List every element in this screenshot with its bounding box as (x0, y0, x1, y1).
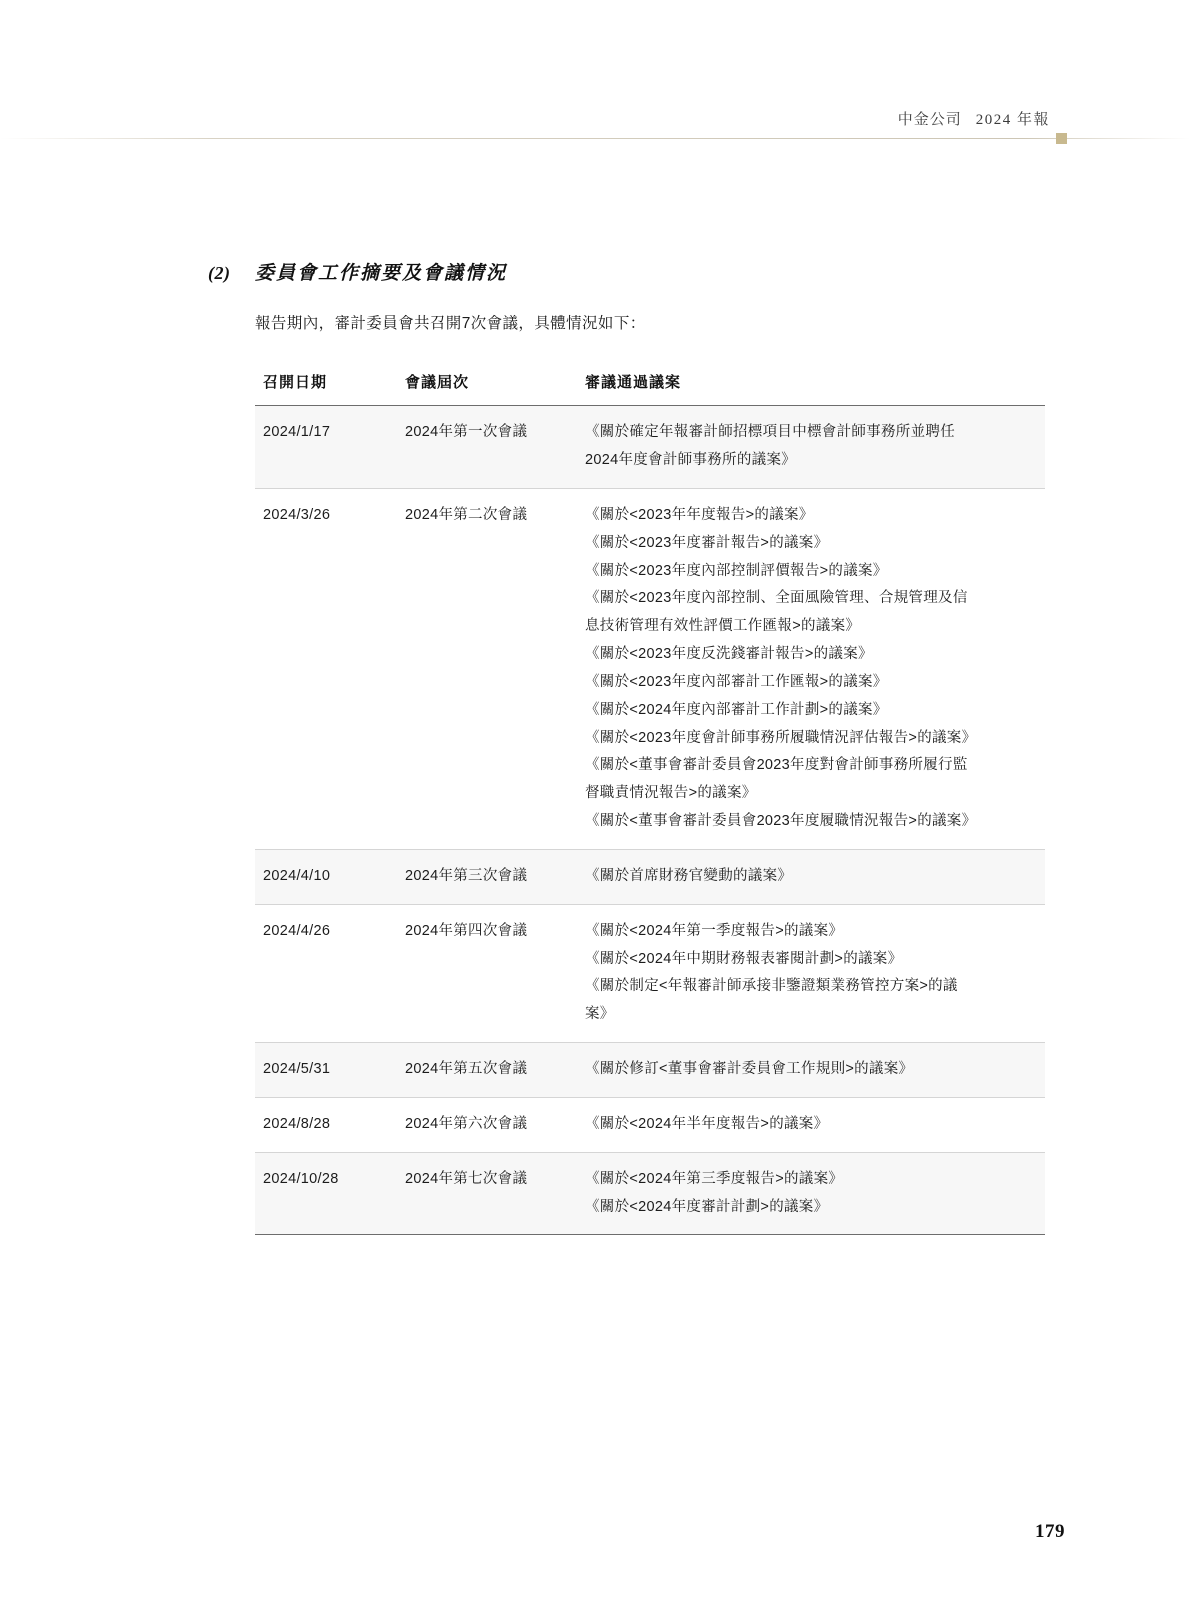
cell-date: 2024/5/31 (255, 1043, 397, 1098)
cell-items (577, 904, 1045, 1042)
cell-date: 2024/8/28 (255, 1097, 397, 1152)
table-row (255, 1043, 1045, 1098)
column-header-session: 會議屆次 (397, 365, 577, 406)
table-row (255, 849, 1045, 904)
cell-date: 2024/1/17 (255, 406, 397, 489)
page-content (208, 258, 1048, 1235)
item-line: 《關於<董事會審計委員會2023年度履職情況報告>的議案》 (585, 813, 977, 830)
item-line: 《關於<2023年度內部審計工作匯報>的議案》 (585, 673, 888, 690)
table-row (255, 904, 1045, 1042)
header-report-year: 2024 年報 (975, 112, 1050, 128)
cell-session: 2024年第一次會議 (397, 406, 577, 489)
header-company: 中金公司 (897, 112, 962, 128)
item-line: 《關於<2023年度審計報告>的議案》 (585, 534, 829, 551)
table-row (255, 1097, 1045, 1152)
cell-items (577, 1152, 1045, 1235)
column-header-items: 審議通過議案 (577, 365, 1045, 406)
item-line: 《關於首席財務官變動的議案》 (585, 867, 793, 884)
table-row (255, 489, 1045, 850)
item-line: 《關於<2024年半年度報告>的議案》 (585, 1115, 829, 1132)
page-number: 179 (1035, 1521, 1065, 1542)
cell-items (577, 1097, 1045, 1152)
cell-items (577, 1043, 1045, 1098)
item-line: 《關於<2024年第三季度報告>的議案》 (585, 1170, 844, 1187)
page-header (0, 108, 1190, 148)
item-line: 《關於<2024年度內部審計工作計劃>的議案》 (585, 701, 888, 718)
item-line: 《關於確定年報審計師招標項目中標會計師事務所並聘任 (585, 424, 955, 441)
table-row (255, 1152, 1045, 1235)
section-title: 委員會工作摘要及會議情況 (255, 263, 508, 284)
item-line: 《關於<2024年第一季度報告>的議案》 (585, 922, 844, 939)
cell-items (577, 406, 1045, 489)
cell-session: 2024年第五次會議 (397, 1043, 577, 1098)
section-number: (2) (208, 263, 231, 283)
cell-items (577, 489, 1045, 850)
header-title (898, 108, 1050, 129)
item-line: 《關於<2023年度反洗錢審計報告>的議案》 (585, 646, 873, 663)
item-line: 《關於<董事會審計委員會2023年度對會計師事務所履行監 (585, 757, 968, 774)
table-header-row (255, 365, 1045, 406)
cell-date: 2024/10/28 (255, 1152, 397, 1235)
item-line: 《關於<2023年度內部控制、全面風險管理、合規管理及信 (585, 590, 968, 607)
cell-session: 2024年第六次會議 (397, 1097, 577, 1152)
cell-session: 2024年第四次會議 (397, 904, 577, 1042)
table-body (255, 406, 1045, 1235)
header-divider (0, 138, 1190, 139)
cell-date: 2024/4/10 (255, 849, 397, 904)
header-square-mark-icon (1056, 133, 1067, 144)
cell-items (577, 849, 1045, 904)
item-line: 《關於<2024年中期財務報表審閱計劃>的議案》 (585, 950, 903, 967)
item-line: 《關於<2023年度內部控制評價報告>的議案》 (585, 562, 888, 579)
item-line: 《關於<2023年年度報告>的議案》 (585, 507, 814, 523)
item-line: 督職責情況報告>的議案》 (585, 785, 757, 802)
item-line: 《關於修訂<董事會審計委員會工作規則>的議案》 (585, 1061, 914, 1078)
cell-date: 2024/3/26 (255, 489, 397, 850)
item-line: 2024年度會計師事務所的議案》 (585, 452, 797, 469)
section-intro-paragraph: 報告期內，審計委員會共召開7次會議，具體情況如下： (255, 315, 646, 332)
column-header-date: 召開日期 (255, 365, 397, 406)
cell-session: 2024年第二次會議 (397, 489, 577, 850)
cell-session: 2024年第三次會議 (397, 849, 577, 904)
item-line: 《關於<2024年度審計計劃>的議案》 (585, 1198, 829, 1215)
item-line: 《關於制定<年報審計師承接非鑒證類業務管控方案>的議 (585, 978, 958, 995)
item-line: 《關於<2023年度會計師事務所履職情況評估報告>的議案》 (585, 729, 977, 746)
cell-session: 2024年第七次會議 (397, 1152, 577, 1235)
item-line: 息技術管理有效性評價工作匯報>的議案》 (585, 618, 861, 635)
table-row (255, 406, 1045, 489)
item-line: 案》 (585, 1006, 615, 1023)
meetings-table (255, 365, 1045, 1235)
section-heading (208, 258, 1048, 285)
cell-date: 2024/4/26 (255, 904, 397, 1042)
table-head (255, 365, 1045, 406)
